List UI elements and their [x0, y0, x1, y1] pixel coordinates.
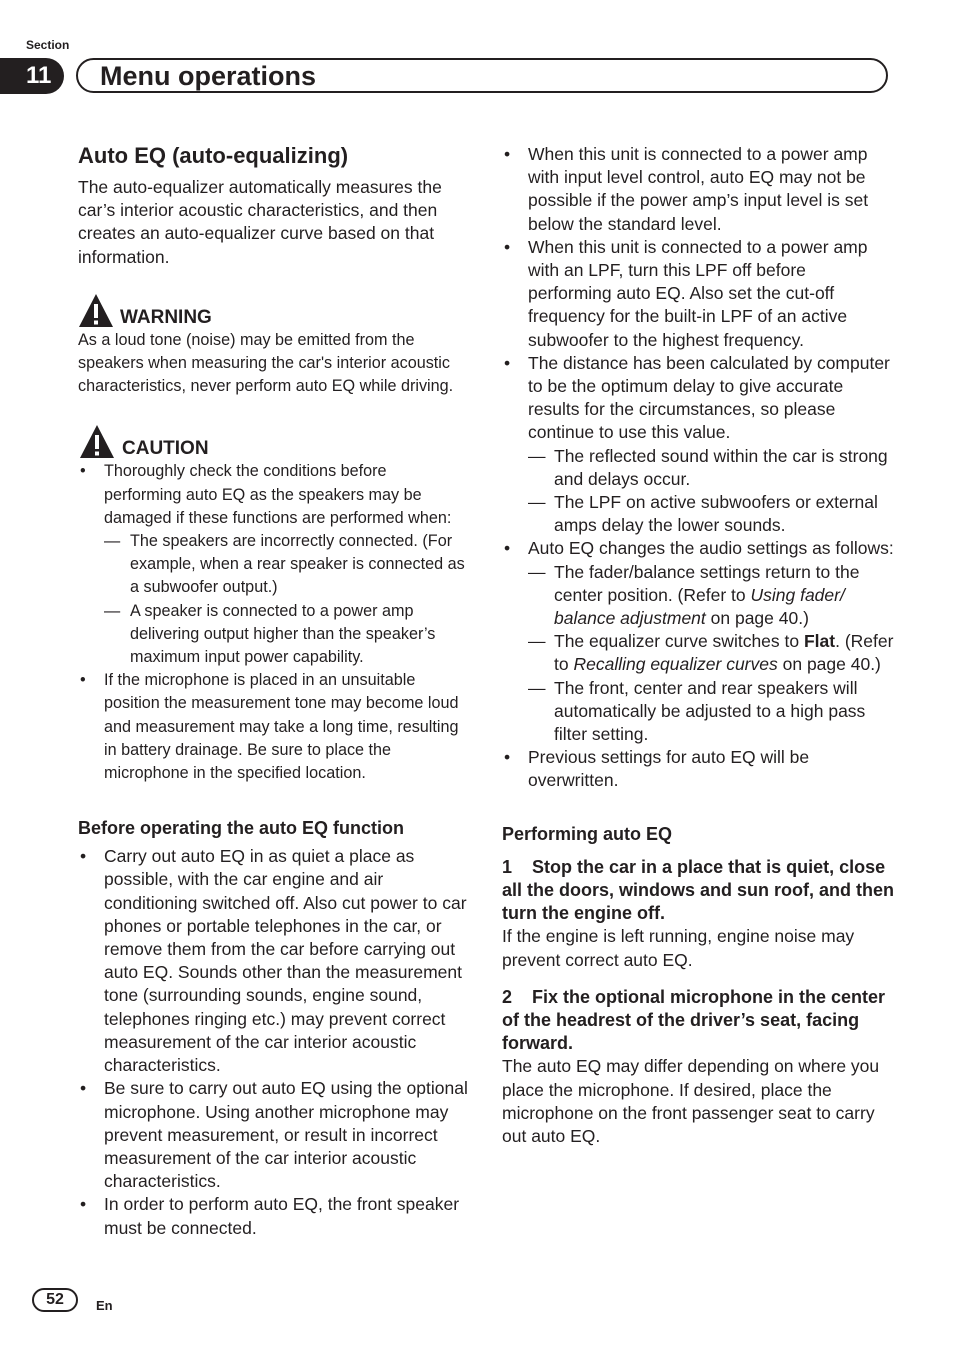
- page-number: 52: [32, 1288, 78, 1312]
- list-item: [528, 445, 894, 491]
- list-item: [528, 630, 894, 676]
- caution-dash-text: A speaker is connected to a power amp delivering output higher than the speaker’s maximum input power capability.: [130, 601, 436, 667]
- performing-heading: Performing auto EQ: [502, 823, 673, 844]
- list-item: • When this unit is connected to a power amp with input level control, auto EQ may not be possible if the power amp’s input level is set below the standard level.: [502, 143, 894, 236]
- list-item: [528, 491, 894, 537]
- list-item: • Carry out auto EQ in as quiet a place as possible, with the car engine and air conditioning switched off. Also cut power to car phones or portable telephones in the car, or remove them from the car before carrying out auto EQ. Sounds other than the measurement tone (surrounding sounds, engine sound, telephones ringing etc.) may prevent correct measurement of the car interior acoustic characteristics.: [78, 845, 468, 1077]
- intro-paragraph: The auto-equalizer automatically measures the car’s interior acoustic characteristics, and then creates an auto-equalizer curve based on that information.: [78, 177, 442, 267]
- dash-text: The reflected sound within the car is strong and delays occur.: [554, 445, 888, 489]
- caution-bullet-text: If the microphone is placed in an unsuitable position the measurement tone may become loud and measurement may take a long time, resulting in battery drainage. Be sure to place the microphone in the specified location.: [104, 671, 459, 783]
- section-label: Section: [26, 38, 70, 52]
- dash-mark: —: [104, 532, 121, 551]
- step-title-text: Fix the optional microphone in the center of the headrest of the driver’s seat, facing forward.: [502, 986, 886, 1054]
- list-item: • In order to perform auto EQ, the front speaker must be connected.: [78, 1193, 468, 1239]
- step-number: 2: [502, 986, 513, 1007]
- caution-list: [78, 460, 468, 785]
- list-item: [502, 352, 894, 538]
- step-number: 1: [502, 856, 513, 877]
- before-heading: Before operating the auto EQ function: [78, 818, 405, 839]
- caution-bullet-text: Thoroughly check the conditions before performing auto EQ as the speakers may be damaged if these functions are performed when:: [104, 462, 452, 527]
- right-column: [502, 143, 894, 1148]
- list-item: [528, 561, 894, 631]
- step-2-title: [502, 986, 894, 1056]
- step-1-body: If the engine is left running, engine noise may prevent correct auto EQ.: [502, 926, 855, 970]
- setting-name: Flat: [803, 631, 836, 652]
- section-number: 11: [0, 58, 64, 94]
- right-list: [502, 143, 894, 793]
- dash-text: on page 40.): [777, 654, 881, 675]
- list-item: [104, 530, 468, 600]
- list-item: [528, 677, 894, 747]
- dash-mark: —: [528, 677, 546, 698]
- warning-text: As a loud tone (noise) may be emitted from the speakers when measuring the car's interior acoustic characteristics, never perform auto EQ while driving.: [78, 330, 454, 396]
- dash-text: The equalizer curve switches to: [554, 631, 804, 652]
- dash-text: on page 40.): [705, 608, 809, 629]
- step-1-title: [502, 856, 894, 926]
- list-item: [104, 600, 468, 670]
- warning-header: [78, 291, 468, 329]
- list-item: • Previous settings for auto EQ will be overwritten.: [502, 746, 894, 792]
- dash-mark: —: [528, 561, 546, 582]
- bullet-text: Auto EQ changes the audio settings as follows:: [528, 538, 894, 559]
- caution-header: [78, 422, 468, 460]
- list-item: [502, 537, 894, 746]
- cross-reference: Recalling equalizer curves: [573, 654, 778, 675]
- left-column: [78, 142, 468, 1240]
- list-item: [78, 460, 468, 669]
- before-list: [78, 845, 468, 1239]
- warning-label: WARNING: [120, 306, 212, 328]
- warning-icon: [78, 293, 114, 329]
- bullet-text: The distance has been calculated by computer to be the optimum delay to give accurate results for the circumstances, so please continue to use this value.: [528, 352, 890, 443]
- dash-mark: —: [528, 445, 546, 466]
- dash-text: The fader/balance settings return to the center position. (Refer to: [554, 561, 860, 605]
- caution-label: CAUTION: [122, 438, 209, 460]
- sublist: [528, 445, 894, 538]
- dash-text: . (Refer to: [554, 631, 894, 675]
- section-heading: Auto EQ (auto-equalizing): [78, 143, 349, 168]
- step-2-body: The auto EQ may differ depending on where you place the microphone. If desired, place the microphone on the front passenger seat to carry out auto EQ.: [502, 1056, 880, 1146]
- step-title-text: Stop the car in a place that is quiet, close all the doors, windows and sun roof, and then turn the engine off.: [502, 856, 895, 924]
- dash-text: The front, center and rear speakers will automatically be adjusted to a high pass filter setting.: [554, 677, 866, 745]
- list-item: [78, 669, 468, 785]
- list-item: • Be sure to carry out auto EQ using the optional microphone. Using another microphone may prevent measurement, or result in incorrect measurement of the car interior acoustic characteristics.: [78, 1077, 468, 1193]
- cross-reference: Using fader/ balance adjustment: [554, 584, 845, 629]
- caution-icon: [78, 424, 116, 460]
- caution-dash-text: The speakers are incorrectly connected. (For example, when a rear speaker is connected as a subwoofer output.): [130, 532, 465, 597]
- dash-text: The LPF on active subwoofers or external amps delay the lower sounds.: [554, 492, 878, 536]
- language-code: En: [96, 1298, 113, 1313]
- dash-mark: —: [104, 601, 121, 620]
- caution-sublist: [104, 530, 468, 669]
- dash-mark: —: [528, 631, 546, 652]
- list-item: • When this unit is connected to a power amp with an LPF, turn this LPF off before performing auto EQ. Also set the cut-off frequency for the built-in LPF of an active subwoofer to the highest frequency.: [502, 236, 894, 352]
- page-title: Menu operations: [100, 61, 317, 91]
- sublist: [528, 561, 894, 747]
- dash-mark: —: [528, 492, 546, 513]
